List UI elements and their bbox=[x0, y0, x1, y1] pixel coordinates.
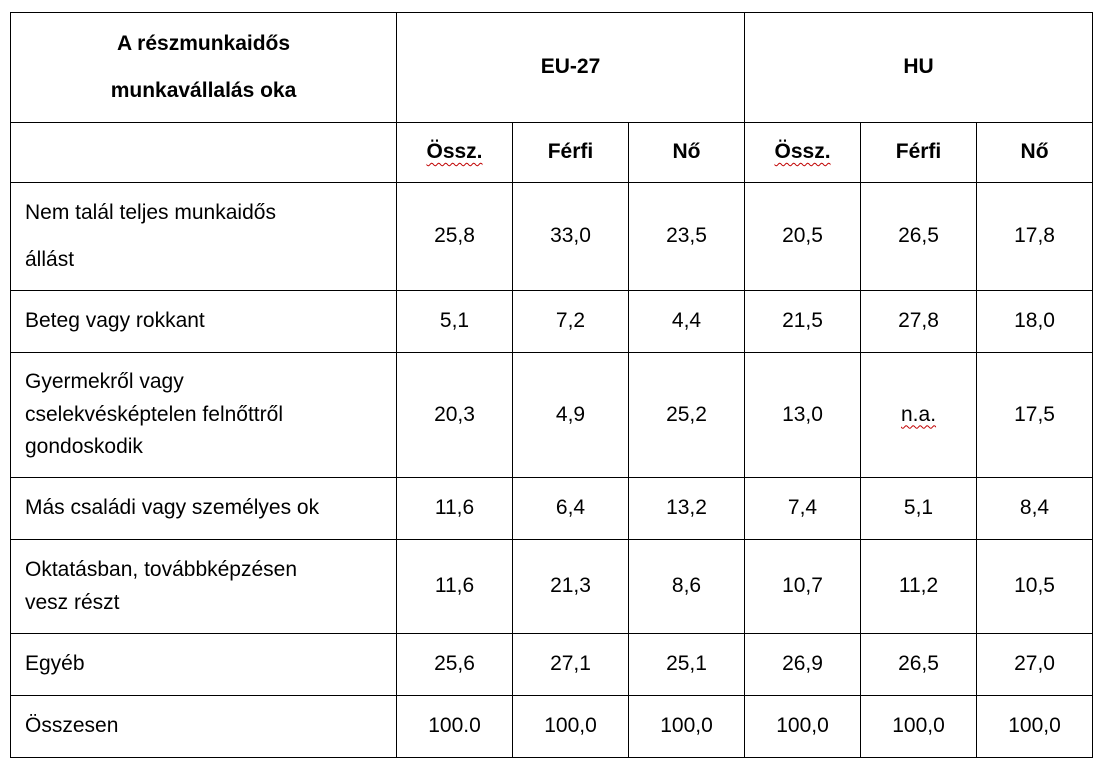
part-time-reasons-table bbox=[10, 12, 1093, 758]
row-label bbox=[11, 353, 397, 478]
subheader-hu-total bbox=[745, 123, 861, 183]
table-cell: 26,5 bbox=[861, 634, 977, 696]
table-cell: 26,9 bbox=[745, 634, 861, 696]
table-cell: 5,1 bbox=[397, 291, 513, 353]
subheader-hu-male: Férfi bbox=[861, 123, 977, 183]
subheader-eu-total bbox=[397, 123, 513, 183]
table-cell: 8,4 bbox=[977, 478, 1093, 540]
table-row bbox=[11, 696, 1093, 758]
row-label-line: állást bbox=[25, 247, 75, 271]
table-row bbox=[11, 291, 1093, 353]
table-row bbox=[11, 478, 1093, 540]
group-header-row bbox=[11, 13, 1093, 123]
table-cell: 100.0 bbox=[397, 696, 513, 758]
table-cell: 21,5 bbox=[745, 291, 861, 353]
table-cell: 13,2 bbox=[629, 478, 745, 540]
row-label-line: Oktatásban, továbbképzésen bbox=[25, 557, 298, 581]
table-cell: 100,0 bbox=[977, 696, 1093, 758]
table-container bbox=[10, 12, 1093, 758]
subheader-hu-female: Nő bbox=[977, 123, 1093, 183]
subheader-eu-male: Férfi bbox=[513, 123, 629, 183]
table-row bbox=[11, 540, 1093, 634]
table-cell: 17,5 bbox=[977, 353, 1093, 478]
row-label-line: Nem talál teljes munkaidős bbox=[25, 201, 276, 225]
row-label bbox=[11, 183, 397, 291]
subheader-hu-total-text: Össz. bbox=[774, 140, 831, 164]
table-cell: 10,7 bbox=[745, 540, 861, 634]
row-label bbox=[11, 540, 397, 634]
table-cell: 23,5 bbox=[629, 183, 745, 291]
row-label: Más családi vagy személyes ok bbox=[11, 478, 397, 540]
table-cell: 11,6 bbox=[397, 540, 513, 634]
table-cell: 20,3 bbox=[397, 353, 513, 478]
table-cell: 25,1 bbox=[629, 634, 745, 696]
subheader-eu-female: Nő bbox=[629, 123, 745, 183]
table-cell bbox=[861, 353, 977, 478]
table-cell: 4,4 bbox=[629, 291, 745, 353]
table-cell: 26,5 bbox=[861, 183, 977, 291]
table-cell: 8,6 bbox=[629, 540, 745, 634]
table-cell: 33,0 bbox=[513, 183, 629, 291]
group-header-hu: HU bbox=[745, 13, 1093, 123]
table-row bbox=[11, 183, 1093, 291]
table-row bbox=[11, 634, 1093, 696]
table-cell: 27,1 bbox=[513, 634, 629, 696]
table-cell: 27,8 bbox=[861, 291, 977, 353]
row-label-line: gondoskodik bbox=[25, 435, 143, 459]
table-cell: 25,2 bbox=[629, 353, 745, 478]
table-cell: 100,0 bbox=[513, 696, 629, 758]
table-cell: 4,9 bbox=[513, 353, 629, 478]
table-cell: 10,5 bbox=[977, 540, 1093, 634]
table-cell: 27,0 bbox=[977, 634, 1093, 696]
row-label: Összesen bbox=[11, 696, 397, 758]
table-cell: 13,0 bbox=[745, 353, 861, 478]
table-cell: 21,3 bbox=[513, 540, 629, 634]
row-label: Beteg vagy rokkant bbox=[11, 291, 397, 353]
table-cell: 100,0 bbox=[745, 696, 861, 758]
corner-header-line-2: munkavállalás oka bbox=[110, 78, 297, 102]
subheader-row bbox=[11, 123, 1093, 183]
row-label-line: vesz részt bbox=[25, 590, 120, 614]
group-header-eu27: EU-27 bbox=[397, 13, 745, 123]
corner-header bbox=[11, 13, 397, 123]
table-cell-text: n.a. bbox=[901, 402, 937, 426]
table-cell: 7,4 bbox=[745, 478, 861, 540]
table-cell: 25,6 bbox=[397, 634, 513, 696]
table-cell: 17,8 bbox=[977, 183, 1093, 291]
table-cell: 18,0 bbox=[977, 291, 1093, 353]
table-cell: 11,2 bbox=[861, 540, 977, 634]
table-cell: 11,6 bbox=[397, 478, 513, 540]
row-label-line: cselekvésképtelen felnőttről bbox=[25, 402, 283, 426]
table-cell: 5,1 bbox=[861, 478, 977, 540]
subheader-eu-total-text: Össz. bbox=[426, 140, 483, 164]
table-row bbox=[11, 353, 1093, 478]
table-cell: 25,8 bbox=[397, 183, 513, 291]
row-label: Egyéb bbox=[11, 634, 397, 696]
table-cell: 20,5 bbox=[745, 183, 861, 291]
corner-header-line-1: A részmunkaidős bbox=[116, 32, 291, 56]
table-cell: 100,0 bbox=[629, 696, 745, 758]
table-cell: 7,2 bbox=[513, 291, 629, 353]
table-cell: 100,0 bbox=[861, 696, 977, 758]
row-label-line: Gyermekről vagy bbox=[25, 370, 184, 394]
table-cell: 6,4 bbox=[513, 478, 629, 540]
subheader-empty bbox=[11, 123, 397, 183]
